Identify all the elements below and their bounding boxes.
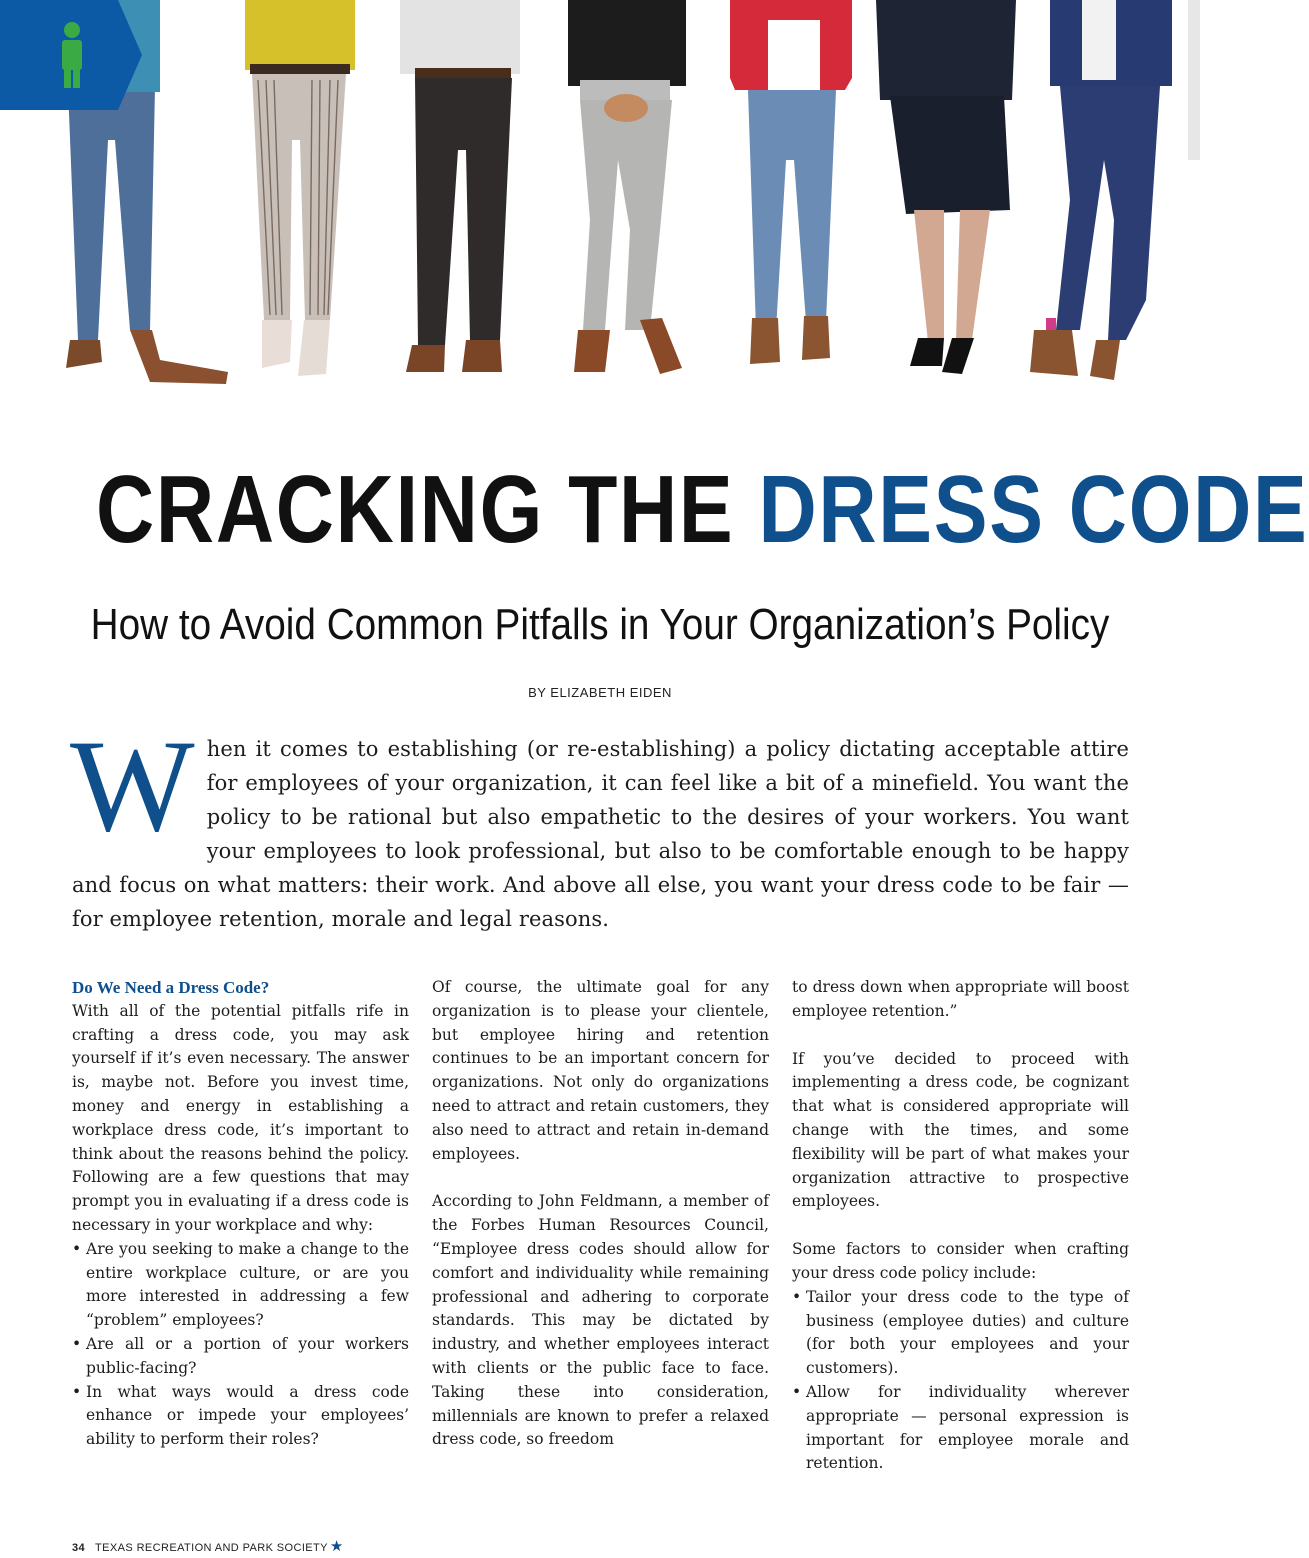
section-tab xyxy=(0,0,142,110)
person-4 xyxy=(568,0,686,374)
lead-text: hen it comes to establishing (or re-establishing) a policy dictating acceptable attire for employees of your organization, it can feel like a bit of a minefield. You want the policy to be rational but also empathetic to the desires of your workers. You want your employees to look professional, but also to be comfortable enough to be happy and focus on what matters: their work. And above all else, you want your dress code to be fair — for employee retention, morale and legal reasons. xyxy=(72,737,1129,931)
column-2-paragraph-2: According to John Feldmann, a member of the Forbes Human Resources Council, “Employee dress codes should allow for comfort and individuality while remaining professional and adhering to corporate standards. This may be dictated by industry, and whether employees interact with clients or the public face to face. Taking these into consideration, millennials are known to prefer a relaxed dress code, so freedom xyxy=(432,1192,769,1449)
person-6 xyxy=(876,0,1016,374)
title-part-black: CRACKING THE xyxy=(96,456,735,563)
paragraph-gap xyxy=(792,1214,1129,1238)
person-5 xyxy=(730,0,852,364)
lead-paragraph xyxy=(70,712,1129,936)
article-subtitle: How to Avoid Common Pitfalls in Your Organization’s Policy xyxy=(90,600,1110,649)
drop-cap: W xyxy=(70,712,195,859)
person-8-partial xyxy=(1188,0,1200,160)
page-number: 34 xyxy=(72,1542,86,1554)
factor-list xyxy=(792,1286,1129,1476)
star-icon: ★ xyxy=(329,1538,344,1555)
column-3-paragraph-1: to dress down when appropriate will boost employee retention.” xyxy=(792,978,1129,1020)
list-item: • Tailor your dress code to the type of business (employee duties) and culture (for both your employees and your customers). xyxy=(792,1286,1129,1381)
column-3 xyxy=(792,976,1129,1476)
column-1 xyxy=(72,976,409,1452)
list-item: • Are you seeking to make a change to the entire workplace culture, or are you more interested in addressing a few “problem” employees? xyxy=(72,1238,409,1333)
section-heading: Do We Need a Dress Code? xyxy=(72,978,270,997)
person-7 xyxy=(1030,0,1172,380)
column-1-paragraph: With all of the potential pitfalls rife in crafting a dress code, you may ask yourself if it’s even necessary. The answer is, maybe not. Before you invest time, money and energy in establishing a workplace dress code, it’s important to think about the reasons behind the policy. Following are a few questions that may prompt you in evaluating if a dress code is necessary in your workplace and why: xyxy=(72,1001,409,1234)
title-part-blue: DRESS CODE xyxy=(758,456,1309,563)
paragraph-gap xyxy=(432,1166,769,1190)
list-item: • In what ways would a dress code enhance or impede your employees’ ability to perform their roles? xyxy=(72,1381,409,1452)
column-2 xyxy=(432,976,769,1452)
column-3-paragraph-3: Some factors to consider when crafting your dress code policy include: xyxy=(792,1240,1129,1282)
article-title xyxy=(96,456,1309,563)
list-item: • Allow for individuality wherever appropriate — personal expression is important for employee morale and retention. xyxy=(792,1381,1129,1476)
column-2-paragraph-1: Of course, the ultimate goal for any organization is to please your clientele, but employee hiring and retention continues to be an important concern for organizations. Not only do organizations need to attract and retain customers, they also need to attract and retain in-demand employees. xyxy=(432,978,769,1163)
list-item: • Are all or a portion of your workers public-facing? xyxy=(72,1333,409,1381)
page-footer xyxy=(72,1537,344,1555)
byline: BY ELIZABETH EIDEN xyxy=(528,685,672,700)
publication-name: TEXAS RECREATION AND PARK SOCIETY xyxy=(95,1542,328,1554)
paragraph-gap xyxy=(792,1024,1129,1048)
person-2 xyxy=(245,0,355,376)
question-list xyxy=(72,1238,409,1452)
column-3-paragraph-2: If you’ve decided to proceed with implementing a dress code, be cognizant that what is considered appropriate will change with the times, and some flexibility will be part of what makes your organization attractive to prospective employees. xyxy=(792,1049,1129,1211)
hero-photo xyxy=(0,0,1200,400)
people-legs-illustration xyxy=(0,0,1200,400)
person-3 xyxy=(400,0,520,372)
